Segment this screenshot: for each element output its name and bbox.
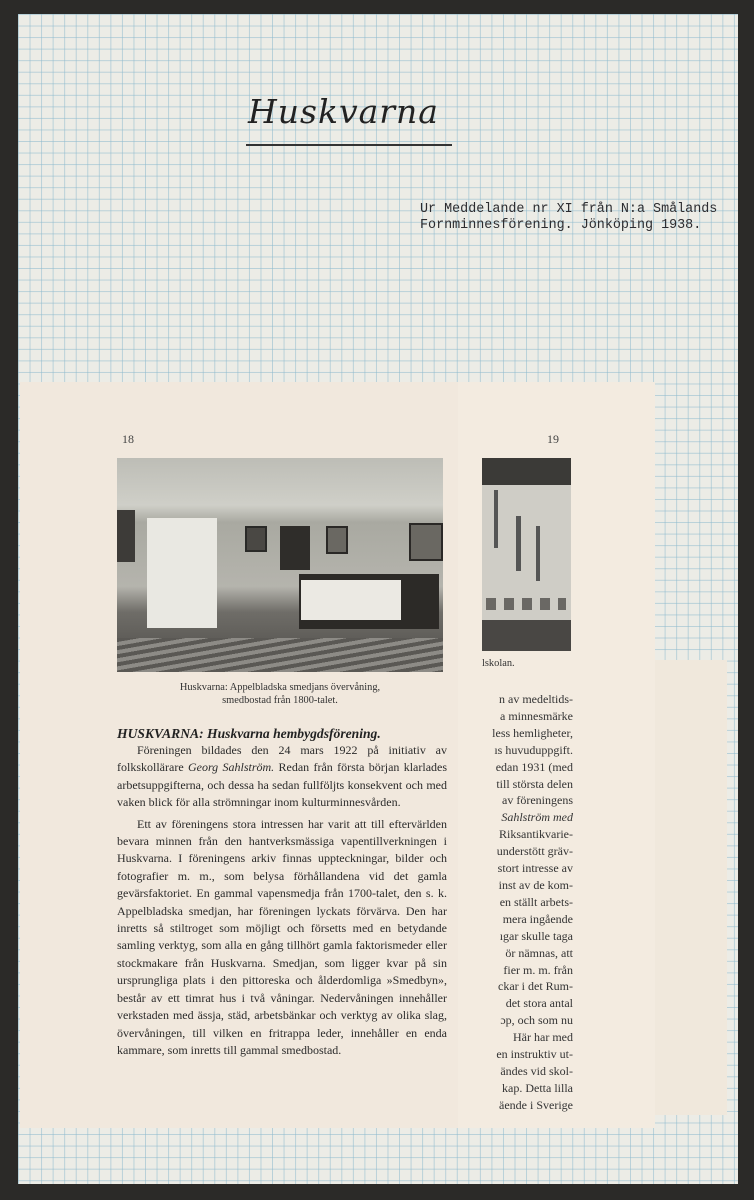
- text: Redan från första början klarlades arbetsuppgifterna, och dessa ha sedan fullföljts konsekvent och med vaken blick för alla strömningar inom kulturminnesvården.: [117, 760, 448, 810]
- source-line: Ur Meddelande nr XI från N:a Smålands: [420, 202, 718, 217]
- column-line: det stora antal: [505, 996, 573, 1011]
- column-line: ckar i det Rum-: [498, 979, 573, 994]
- column-line: fier m. m. från: [503, 962, 573, 977]
- column-line: Sahlström med: [501, 810, 573, 825]
- column-line: ändes vid skol-: [500, 1063, 573, 1078]
- paragraph-1: [117, 742, 447, 812]
- source-note: [420, 202, 717, 234]
- photo-caption-right: lskolan.: [482, 658, 515, 669]
- page-number-left: 18: [122, 432, 134, 446]
- title-underline: [246, 144, 452, 146]
- column-line: en ställt arbets-: [499, 894, 573, 909]
- column-line: ıgar skulle taga: [499, 928, 573, 943]
- right-column-fragments: [482, 691, 573, 1114]
- caption-line: smedbostad från 1800-talet.: [222, 695, 338, 706]
- column-line: en instruktiv ut-: [496, 1047, 573, 1062]
- column-line: a minnesmärke: [500, 708, 573, 723]
- column-line: äende i Sverige: [499, 1097, 573, 1112]
- column-line: stort intresse av: [497, 861, 573, 876]
- caption-line: Huskvarna: Appelbladska smedjans övervåning,: [179, 682, 381, 693]
- column-line: till största delen: [496, 776, 573, 791]
- column-line: less hemligheter,: [492, 725, 573, 740]
- column-line: mera ingående: [502, 911, 573, 926]
- clipping-tail: [655, 660, 727, 1115]
- source-line: Fornminnesförening. Jönköping 1938.: [420, 218, 702, 233]
- column-line: kap. Detta lilla: [502, 1080, 573, 1095]
- paragraph-2: Ett av föreningens stora intressen har varit att till eftervärlden bevara minnen från den hantverksmässiga vapentillverkningen i Huskvarna. I föreningens arkiv finnas uppteckningar, bilder och fotografier m. m., som belysa förhållandena vid det gamla gevärsfaktoriet. En gammal vapensmedja från 1700-talet, den s. k. Appelbladska smedjan, har föreningen lyckats förvärva. Den har inretts så stiltroget som möjligt och försetts med en betydande samling verktyg, som alla en gång tillhört gamla faktorismeder eller stockmakare från Huskvarna. Smedjan, som ligger kvar på sin ursprungliga plats i den pittoreska och ålderdomliga »Smedbyn», består av ett timrat hus i två våningar. Nedervåningen innehåller verkstaden med ässja, städ, arbetsbänkar och verktyg av olika slag, övervåningen, till vilken en fritrappa leder, innehåller en enda kammare, som inretts till gammal smedbostad.: [117, 816, 447, 1057]
- column-line: inst av de kom-: [498, 877, 573, 892]
- column-line: av föreningens: [502, 793, 573, 808]
- column-line: n av medeltids-: [499, 692, 573, 706]
- page-number-right: 19: [547, 432, 559, 446]
- photo-smedbostad-room: [117, 458, 443, 672]
- handwritten-title: Huskvarna: [248, 92, 439, 131]
- column-line: Riksantikvarie-: [499, 827, 573, 842]
- column-line: Här har med: [513, 1030, 573, 1045]
- photo-caption-left: [117, 681, 443, 707]
- text: Föreningen bildades den 24 mars 1922 på initiativ av folkskollärare: [117, 743, 447, 775]
- column-line: ör nämnas, att: [505, 945, 573, 960]
- article-body: [117, 742, 447, 1059]
- column-line: ıs huvuduppgift.: [494, 742, 573, 757]
- article-heading: HUSKVARNA: Huskvarna hembygdsförening.: [117, 726, 381, 741]
- column-line: ɔp, och som nu: [500, 1013, 573, 1028]
- column-line: understött gräv-: [496, 844, 573, 859]
- person-name: Georg Sahlström.: [187, 760, 275, 775]
- photo-tool-display: [482, 458, 571, 651]
- column-line: edan 1931 (med: [495, 759, 573, 774]
